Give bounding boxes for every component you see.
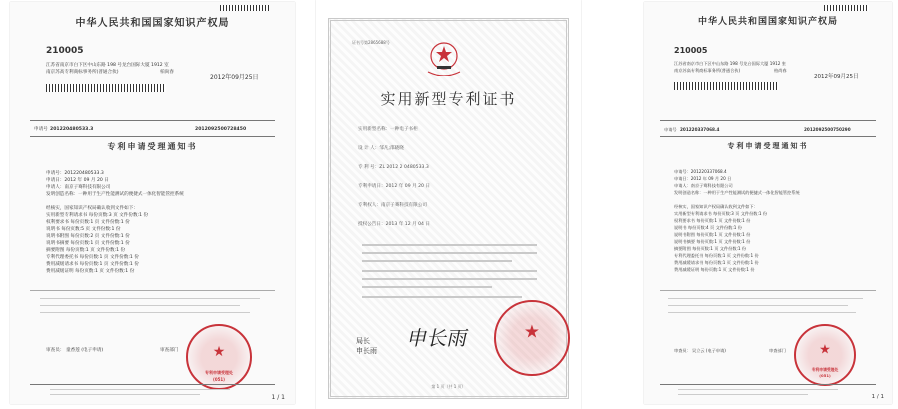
- file-item: 权利要求书 每份页数:1 页 文件份数:1 份: [674, 218, 751, 223]
- file-item: 说明书 每份页数:5 页 文件份数:1 份: [46, 227, 121, 232]
- examiner-label: 审查员：: [674, 348, 691, 353]
- issue-date: 2012年09月25日: [210, 74, 259, 81]
- body-text-line: [362, 260, 512, 262]
- application-no: 201220480533.3: [50, 127, 94, 132]
- remark-text-line: [668, 298, 863, 299]
- field-application-no: 申请号：201220337068.4: [674, 169, 727, 174]
- file-item: 费用减缓请求书 每份页数:1 页 文件份数:1 份: [46, 262, 139, 267]
- recipient: 柏尚春: [774, 68, 787, 73]
- notice-no: 2012092500750290: [804, 127, 851, 132]
- divider: [30, 384, 275, 385]
- top-barcode: [824, 5, 869, 11]
- examiner: 童香莲 (电子申请): [66, 348, 104, 353]
- office-header: 中华人民共和国国家知识产权局: [697, 17, 838, 27]
- address-barcode: [46, 84, 166, 92]
- field-patentee: 专利权人：南京子骞科技有限公司: [358, 203, 427, 208]
- file-item: 说明书 每份页数:4 页 文件份数:1 份: [674, 225, 742, 230]
- postcode: 210005: [674, 46, 708, 55]
- official-title: 局长: [356, 337, 370, 345]
- field-name: 发明创造名称：一种用于生产性能测试的便捷式一体化智能管控系统: [674, 190, 800, 195]
- remark-text-line: [668, 305, 848, 306]
- field-applicant: 申请人：南京子骞科技有限公司: [46, 185, 111, 190]
- address-line2: 南京苏高专利商标事务所(普通合伙): [46, 70, 119, 75]
- stamp-text: 专利申请受理处: [811, 367, 839, 372]
- file-item: 权利要求书 每份页数:1 页 文件份数:1 份: [46, 220, 130, 225]
- remark-text-line: [40, 312, 250, 313]
- file-item: 专利代理委托书 每份页数:1 页 文件份数:1 份: [674, 253, 759, 258]
- body-text-line: [362, 244, 537, 246]
- address-line1: 江苏省南京市白下区中山东路 198 号龙台国际大厦 1912 室: [674, 61, 786, 66]
- page-indicator: 1 / 1: [271, 394, 285, 401]
- issue-date: 2012年09月25日: [814, 74, 859, 80]
- file-item: 实用新型专利请求书 每份页数:3 页 文件份数:1 份: [674, 211, 768, 216]
- remark-text-line: [40, 298, 260, 299]
- body-text-line: [362, 278, 537, 280]
- remark-text-line: [668, 312, 856, 313]
- body-text-line: [362, 270, 537, 272]
- examiner: 吴立云 (电子申请): [692, 348, 726, 353]
- address-line2: 南京苏高专利商标事务所(普通合伙): [674, 68, 741, 73]
- official-name: 申长雨: [356, 347, 377, 355]
- file-item: 专利代理委托书 每份页数:1 页 文件份数:1 份: [46, 255, 139, 260]
- stamp-text: 专利申请受理处: [205, 370, 233, 375]
- field-date: 申请日：2012 年 09 月 20 日: [674, 176, 732, 181]
- footer-text-line: [50, 389, 230, 390]
- examiner-label: 审查员：: [46, 348, 65, 353]
- field-application-no: 申请号：201220480533.3: [46, 171, 104, 176]
- page-indicator: 1 / 1: [871, 394, 884, 400]
- file-item: 费用减缓证明 每份页数:1 页 文件份数:1 份: [674, 267, 755, 272]
- divider: [30, 136, 275, 137]
- footer-text-line: [678, 389, 838, 390]
- body-text-line: [362, 296, 522, 298]
- recipient: 柏尚春: [160, 70, 174, 75]
- file-item: 摘要附图 每份页数:1 页 文件份数:1 份: [46, 248, 126, 253]
- field-date: 申请日：2012 年 09 月 20 日: [46, 178, 109, 183]
- divider: [660, 120, 876, 121]
- file-item: 说明书附图 每份页数:2 页 文件份数:1 份: [46, 234, 130, 239]
- field-patent-no: 专 利 号：ZL 2012 2 0480533.3: [358, 165, 429, 170]
- file-item: 费用减缓请求书 每份页数:1 页 文件份数:1 份: [674, 260, 759, 265]
- acceptance-notice-right: [644, 2, 892, 404]
- body-text-line: [362, 252, 537, 254]
- department-label: 审查部门: [160, 348, 179, 353]
- national-emblem-icon: [422, 36, 466, 76]
- field-grant-date: 授权公告日：2013 年 12 月 04 日: [358, 222, 431, 227]
- footer-text-line: [678, 394, 808, 395]
- divider: [660, 136, 876, 137]
- file-item: 实用新型专利请求书 每份页数:3 页 文件份数:1 份: [46, 213, 149, 218]
- file-item: 费用减缓证明 每份页数:1 页 文件份数:1 份: [46, 269, 135, 274]
- notice-no: 2012092500728450: [195, 127, 247, 132]
- application-no-label: 申请号: [34, 127, 48, 132]
- certificate-title: 实用新型专利证书: [380, 90, 517, 108]
- notice-title: 专利申请受理通知书: [107, 142, 198, 151]
- address-line1: 江苏省南京市白下区中山东路 198 号龙台国际大厦 1912 室: [46, 63, 169, 68]
- official-stamp: ★ 专利申请受理处 (051): [794, 324, 856, 386]
- file-item: 说明书摘要 每份页数:1 页 文件份数:1 份: [674, 239, 751, 244]
- footer-text-line: [50, 394, 200, 395]
- stamp-number: (051): [212, 377, 225, 382]
- postcode: 210005: [46, 46, 84, 56]
- section-header: 经核实，国家知识产权局确认收到文件如下：: [674, 204, 758, 209]
- remark-text-line: [40, 305, 240, 306]
- address-barcode: [674, 82, 779, 90]
- top-barcode: [220, 5, 270, 11]
- application-no: 201220337068.4: [680, 127, 720, 132]
- application-no-label: 申请号: [664, 127, 677, 132]
- file-item: 说明书附图 每份页数:1 页 文件份数:1 份: [674, 232, 751, 237]
- acceptance-notice-left: [10, 2, 295, 404]
- field-applicant: 申请人：南京子骞科技有限公司: [674, 183, 733, 188]
- divider: [30, 290, 275, 291]
- notice-title: 专利申请受理通知书: [727, 142, 809, 150]
- stamp-number: (051): [819, 373, 831, 378]
- office-header: 中华人民共和国国家知识产权局: [75, 18, 230, 29]
- field-name: 实用新型名称：一种电子书柜: [358, 127, 418, 132]
- file-item: 说明书摘要 每份页数:1 页 文件份数:1 份: [46, 241, 130, 246]
- official-stamp: ★ 专利申请受理处 (051): [186, 324, 252, 390]
- certificate-number: 证书号第2865688号: [352, 40, 390, 45]
- department-label: 审查部门: [769, 348, 786, 353]
- body-text-line: [362, 286, 492, 288]
- field-filing-date: 专利申请日：2012 年 09 月 20 日: [358, 184, 431, 189]
- field-name: 发明创造名称：一种用于生产性能测试的便捷式一体化智能管控系统: [46, 192, 184, 197]
- utility-model-certificate: [316, 0, 581, 409]
- divider: [660, 384, 876, 385]
- divider: [660, 290, 876, 291]
- file-item: 摘要附图 每份页数:1 页 文件份数:1 份: [674, 246, 747, 251]
- patent-office-seal: ★: [494, 300, 570, 376]
- director-signature: 申长雨: [405, 326, 471, 350]
- divider: [30, 120, 275, 121]
- field-designer: 设 计 人：邹凡;邵晓晓: [358, 146, 404, 151]
- section-header: 经核实，国家知识产权局确认收到文件如下：: [46, 206, 138, 211]
- certificate-page-label: 第 1 页（共 1 页）: [431, 384, 466, 389]
